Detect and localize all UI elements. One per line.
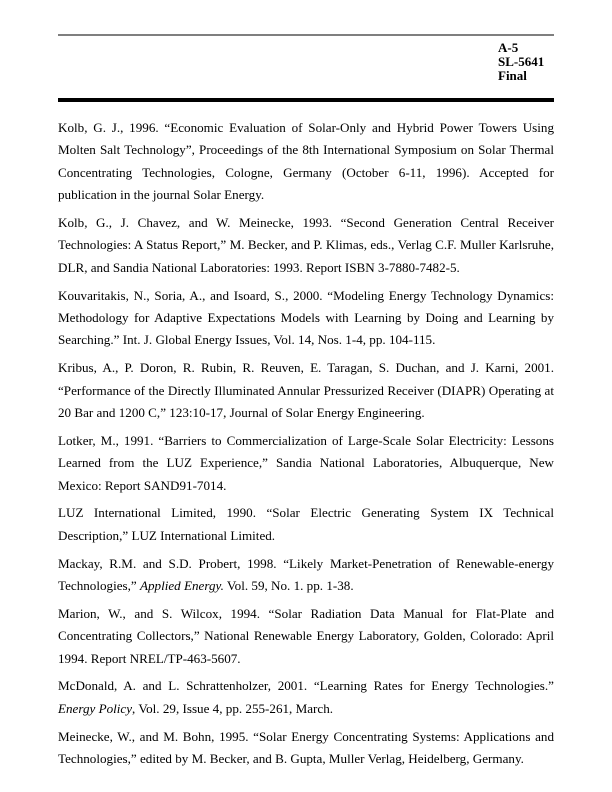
reference-text-run: Marion, W., and S. Wilcox, 1994. “Solar Radiation Data Manual for Flat-Plate and Concentrating Collectors,” National Renewable Energy Laboratory, Golden, Colorado: April 1994. Report NREL/TP-463-5607. [58,605,554,666]
references-list [58,117,554,776]
reference-text-run: Kouvaritakis, N., Soria, A., and Isoard, S., 2000. “Modeling Energy Technology Dynamics: Methodology for Adaptive Expectations Models with Learning by Doing and Learning by Searching.” Int. J. Global Energy Issues, Vol. 14, Nos. 1-4, pp. 104-115. [58,287,554,348]
reference-item [58,212,554,279]
reference-text-run: , Vol. 29, Issue 4, pp. 255-261, March. [132,700,334,716]
reference-item [58,553,554,598]
reference-item [58,726,554,771]
header-top-rule [58,34,554,36]
reference-item [58,117,554,207]
reference-item [58,502,554,547]
reference-text-run: Kolb, G., J. Chavez, and W. Meinecke, 1993. “Second Generation Central Receiver Technologies: A Status Report,” M. Becker, and P. Klimas, eds., Verlag C.F. Muller Karlsruhe, DLR, and Sandia National Laboratories: 1993. Report ISBN 3-7880-7482-5. [58,215,554,275]
reference-text-run-italic: Applied Energy. [139,578,224,594]
header-page-number: A-5 [498,40,519,55]
reference-item [58,675,554,720]
header-bottom-rule [58,98,554,102]
reference-text-run-italic: Energy Policy [58,700,133,716]
reference-text-run: Lotker, M., 1991. “Barriers to Commercialization of Large-Scale Solar Electricity: Lessons Learned from the LUZ Experience,” Sandia National Laboratories, Albuquerque, New Mexico: Report SAND91-7014. [58,432,554,493]
reference-item [58,603,554,670]
reference-text-run: McDonald, A. and L. Schrattenholzer, 2001. “Learning Rates for Energy Technologies.” [58,678,554,694]
reference-item [58,285,554,352]
reference-text-run: Kribus, A., P. Doron, R. Rubin, R. Reuven, E. Taragan, S. Duchan, and J. Karni, 2001. “Performance of the Directly Illuminated Annular Pressurized Receiver (DIAPR) Operating at 20 Bar and 1200 C,” 123:10-17, Journal of Solar Energy Engineering. [58,360,554,421]
header-report-number: SL-5641 [498,54,545,69]
reference-text-run: Mackay, R.M. and S.D. Probert, 1998. “Likely Market-Penetration of Renewable-energy Technologies,” [58,555,554,594]
reference-text-run: Kolb, G. J., 1996. “Economic Evaluation of Solar-Only and Hybrid Power Towers Using Molten Salt Technology”, Proceedings of the 8th International Symposium on Solar Thermal Concentrating Technologies, Cologne, Germany (October 6-11, 1996). Accepted for publication in the journal Solar Energy. [58,120,554,203]
reference-item [58,357,554,424]
reference-text-run: Meinecke, W., and M. Bohn, 1995. “Solar Energy Concentrating Systems: Applications and Technologies,” edited by M. Becker, and B. Gupta, Muller Verlag, Heidelberg, Germany. [58,728,554,767]
page-header [498,41,544,83]
reference-text-run: Vol. 59, No. 1. pp. 1-38. [223,578,354,594]
header-status: Final [498,68,527,83]
reference-item [58,430,554,497]
reference-text-run: LUZ International Limited, 1990. “Solar Electric Generating System IX Technical Description,” LUZ International Limited. [58,505,554,543]
